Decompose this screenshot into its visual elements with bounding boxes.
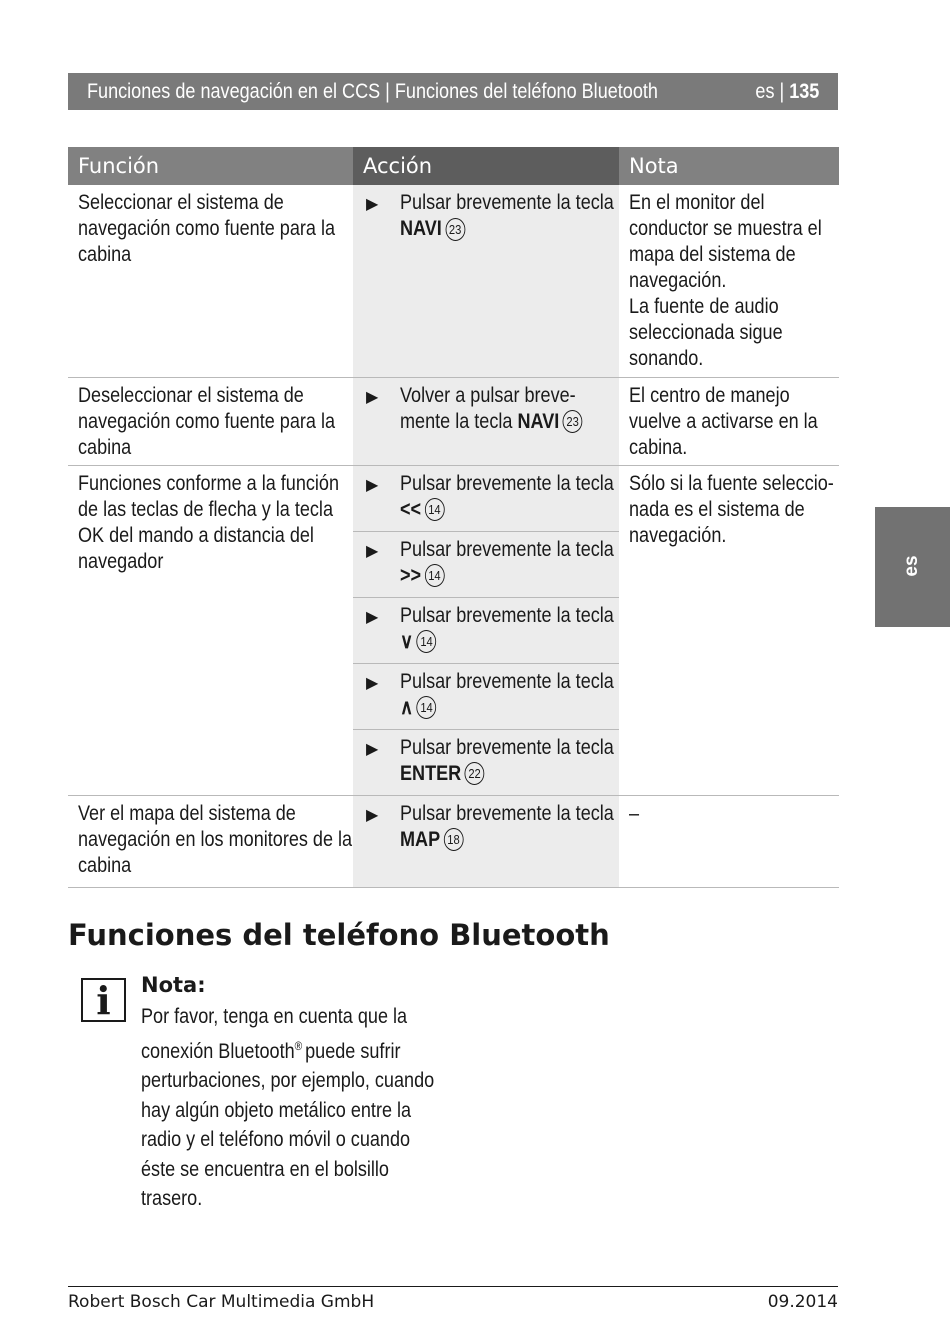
text-line: navegación como fuente para la — [78, 409, 336, 433]
text-fragment: puede sufrir — [305, 1039, 401, 1063]
text-line: Ver el mapa del sistema de — [78, 801, 296, 825]
text-line: Sólo si la fuente seleccio- — [629, 471, 834, 495]
accion-cell — [353, 377, 619, 465]
header-title: Funciones de navegación en el CCS | Funciones del teléfono Bluetooth — [87, 80, 658, 103]
accion-cell — [353, 185, 619, 377]
text-line: seleccionada sigue — [629, 321, 783, 344]
text-line: La fuente de audio — [629, 295, 779, 318]
text-line: navegación como fuente para la — [78, 217, 336, 240]
text-line: trasero. — [141, 1187, 203, 1210]
callout-number: 14 — [425, 498, 445, 521]
text-line: cabina — [78, 243, 132, 266]
key-line — [400, 497, 614, 523]
header-page-ref: es | 135 — [755, 80, 819, 103]
funcion-cell — [68, 465, 353, 795]
callout-number: 18 — [444, 828, 464, 851]
text-line: Pulsar brevemente la tecla — [400, 191, 614, 214]
key-label: ENTER — [400, 761, 462, 785]
info-icon — [81, 978, 126, 1022]
callout-number: 23 — [445, 218, 465, 241]
funcion-cell — [68, 185, 353, 377]
text-line: perturbaciones, por ejemplo, cuando — [141, 1069, 435, 1092]
bullet-arrow-icon: ▶ — [366, 196, 379, 213]
text-line: nada es el sistema de — [629, 497, 805, 521]
text-line: conductor se muestra el — [629, 217, 822, 240]
callout-number: 23 — [563, 410, 583, 433]
callout-number: 14 — [417, 630, 437, 653]
side-tab-label: es — [901, 555, 922, 577]
accion-cell — [353, 597, 619, 663]
nota-cell — [619, 377, 839, 465]
note-body — [141, 1002, 482, 1214]
key-label: NAVI — [400, 217, 442, 240]
text-line: En el monitor del — [629, 191, 765, 214]
text-line: cabina — [78, 435, 132, 459]
text-line: navegación en los monitores de la — [78, 827, 353, 851]
callout-number: 14 — [425, 564, 445, 587]
registered-mark: ® — [294, 1038, 306, 1053]
bullet-arrow-icon: ▶ — [366, 674, 379, 692]
table-row — [68, 795, 839, 887]
bullet-arrow-icon: ▶ — [366, 542, 379, 560]
column-header-accion: Acción — [353, 147, 619, 185]
bullet-arrow-icon: ▶ — [366, 476, 379, 494]
language-side-tab — [875, 507, 950, 627]
bullet-arrow-icon: ▶ — [366, 806, 379, 824]
footer-divider — [68, 1286, 838, 1287]
key-label: << — [400, 497, 422, 521]
table-row — [68, 377, 839, 465]
accion-cell — [353, 729, 619, 795]
accion-cell — [353, 531, 619, 597]
key-line — [400, 629, 614, 655]
nota-cell — [619, 465, 839, 795]
table-row — [68, 465, 839, 531]
footer-date: 09.2014 — [767, 1292, 838, 1312]
text-line: Funciones conforme a la función — [78, 471, 340, 495]
text-line: Por favor, tenga en cuenta que la — [141, 1005, 408, 1028]
key-label: MAP — [400, 827, 441, 851]
page-number: 135 — [788, 80, 819, 103]
footer-company: Robert Bosch Car Multimedia GmbH — [68, 1292, 375, 1312]
key-line — [400, 827, 614, 853]
bullet-arrow-icon: ▶ — [366, 608, 379, 626]
text-line: navegación. — [629, 269, 727, 292]
text-line: vuelve a activarse en la — [629, 409, 818, 433]
bullet-arrow-icon: ▶ — [366, 740, 379, 758]
text-line: Pulsar brevemente la tecla — [400, 537, 614, 561]
text-line: Deseleccionar el sistema de — [78, 383, 304, 407]
column-header-nota: Nota — [619, 147, 839, 185]
text-line: El centro de manejo — [629, 383, 790, 407]
text-line: Pulsar brevemente la tecla — [400, 735, 614, 759]
accion-cell — [353, 663, 619, 729]
callout-number: 14 — [417, 696, 437, 719]
text-line: Pulsar brevemente la tecla — [400, 801, 614, 825]
table-row — [68, 185, 839, 377]
key-line — [400, 563, 614, 589]
text-line: Volver a pulsar breve- — [400, 383, 576, 407]
key-line — [400, 216, 614, 242]
text-line: radio y el teléfono móvil o cuando — [141, 1128, 411, 1151]
text-line: Pulsar brevemente la tecla — [400, 669, 614, 693]
nota-cell — [619, 185, 839, 377]
text-line: navegador — [78, 549, 164, 573]
text-line: de las teclas de flecha y la tecla — [78, 497, 334, 521]
text-line: OK del mando a distancia del — [78, 523, 314, 547]
text-fragment: mente la tecla — [400, 409, 513, 433]
info-icon-glyph: i — [96, 978, 111, 1023]
text-line: – — [629, 801, 640, 825]
accion-cell — [353, 465, 619, 531]
key-line — [400, 409, 583, 435]
key-label: >> — [400, 563, 422, 587]
text-line: Pulsar brevemente la tecla — [400, 471, 614, 495]
funcion-cell — [68, 795, 353, 887]
key-label: ∧ — [400, 695, 414, 719]
note-heading: Nota: — [141, 973, 206, 997]
text-line: mapa del sistema de — [629, 243, 796, 266]
text-line: Pulsar brevemente la tecla — [400, 603, 614, 627]
text-line: éste se encuentra en el bolsillo — [141, 1157, 389, 1181]
text-line: hay algún objeto metálico entre la — [141, 1098, 412, 1122]
section-title: Funciones del teléfono Bluetooth — [68, 918, 610, 952]
text-line — [141, 1032, 434, 1067]
key-label: ∨ — [400, 629, 414, 653]
callout-number: 22 — [465, 762, 485, 785]
text-line: navegación. — [629, 523, 727, 547]
column-header-funcion: Función — [68, 147, 353, 185]
text-line: sonando. — [629, 347, 704, 370]
text-line: cabina. — [629, 435, 688, 459]
header-lang: es — [755, 80, 775, 103]
accion-cell — [353, 795, 619, 887]
text-line: Seleccionar el sistema de — [78, 191, 284, 214]
running-header — [68, 73, 838, 110]
text-fragment: conexión Bluetooth — [141, 1039, 295, 1063]
funcion-cell — [68, 377, 353, 465]
key-line — [400, 695, 614, 721]
functions-table — [68, 147, 839, 888]
nota-cell — [619, 795, 839, 887]
key-label: NAVI — [517, 409, 560, 433]
bullet-arrow-icon: ▶ — [366, 388, 379, 406]
key-line — [400, 761, 614, 787]
text-line: cabina — [78, 853, 132, 877]
table-header-row — [68, 147, 839, 185]
